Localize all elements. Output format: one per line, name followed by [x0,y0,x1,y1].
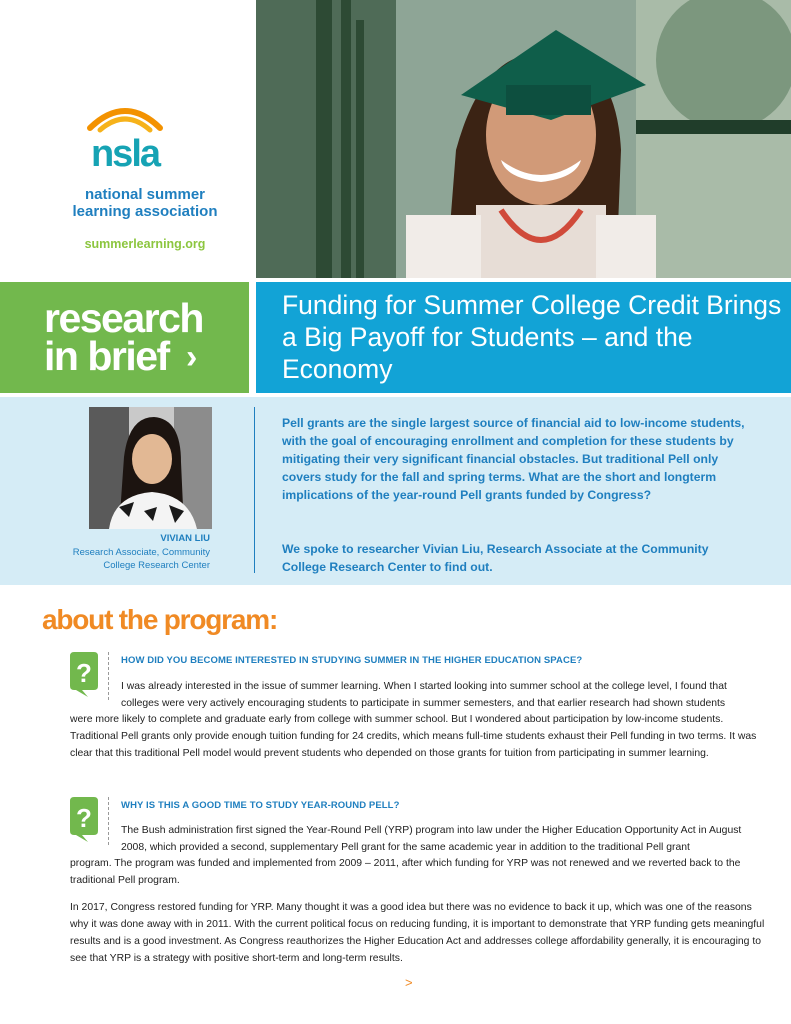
next-page-arrow-icon[interactable]: > [405,975,413,990]
banner-line-in-brief: in brief [44,333,169,379]
svg-text:?: ? [76,803,92,833]
intro-paragraph: Pell grants are the single largest source of financial aid to low-income students, with the goal of encouraging enrollment and completion for these students by mitigating their very significant financial obstacles. But traditional Pell only covers study for the fall and spring terms. What are the short and longterm implications of the year-round Pell grants funded by Congress? [282,416,745,502]
question-2: WHY IS THIS A GOOD TIME TO STUDY YEAR-ROUND PELL? [121,800,400,811]
section-heading: about the program: [42,604,278,635]
headline-banner [256,282,791,393]
org-url[interactable]: summerlearning.org [84,237,206,251]
logo-letters: nsla [90,133,160,172]
answer-2-body: program. The program was funded and implemented from 2009 – 2011, after which funding for YRP was not renewed and we reverted back to the traditional Pell program. [70,858,741,886]
question-icon [66,795,102,843]
hero-photo-illustration [256,0,791,278]
author-photo-illustration [89,407,212,529]
author-title-line2: College Research Center [103,560,210,571]
banner-line-research: research [44,295,203,341]
question-icon [66,650,102,698]
author-title [0,546,210,572]
divider [254,407,255,573]
answer-2-intro: The Bush administration first signed the Year-Round Pell (YRP) program into law under the Higher Education Opportunity Act in August 2008, which provided a second, supplementary Pell grant for the same academic year in addition to the traditional Pell grant [121,825,742,853]
author-title-line1: Research Associate, Community [72,547,210,558]
chevron-right-icon: › [186,338,198,376]
research-in-brief-banner [0,282,249,393]
question-1: HOW DID YOU BECOME INTERESTED IN STUDYING SUMMER IN THE HIGHER EDUCATION SPACE? [121,655,583,666]
answer-2-continued: In 2017, Congress restored funding for YRP. Many thought it was a good idea but there was no evidence to back it up, which was one of the reasons why it was done away with in 2011. With the current political focus on reducing funding, it is important to demonstrate that YRP funding gets meaningful results and is a good investment. As Congress reauthorizes the Higher Education Act and addresses college affordability generally, it is encouraging to see that YRP is a strategy with positive short-term and long-term results. [70,902,765,964]
author-photo [89,407,212,529]
author-name: VIVIAN LIU [160,533,210,544]
answer-1-intro: I was already interested in the issue of summer learning. When I started looking into summer school at the college level, I found that colleges were very actively encouraging students to participate in summer semesters, and that earlier research had shown students [121,681,727,709]
dotted-divider [108,652,109,700]
org-name [45,186,245,220]
intro-section [0,397,791,585]
nsla-logo [70,100,180,172]
intro-cta: We spoke to researcher Vivian Liu, Research Associate at the Community College Research Center to find out. [282,542,709,574]
org-name-line2: learning association [72,203,218,220]
dotted-divider [108,797,109,845]
hero-photo-graduate [256,0,791,278]
page-title: Funding for Summer College Credit Brings a Big Payoff for Students – and the Economy [282,290,782,384]
svg-text:?: ? [76,658,92,688]
answer-1-body: were more likely to complete and graduate early from college with summer school. But I wondered about participation by low-income students. Traditional Pell grants only provide enough tuition funding for 24 credits, which means full-time students exhaust their Pell funding in two terms. It was clear that this traditional Pell model would prevent students who depended on those grants for tuition from participating in summer learning. [70,714,757,759]
logo-area [0,0,256,278]
org-name-line1: national summer [84,186,206,203]
